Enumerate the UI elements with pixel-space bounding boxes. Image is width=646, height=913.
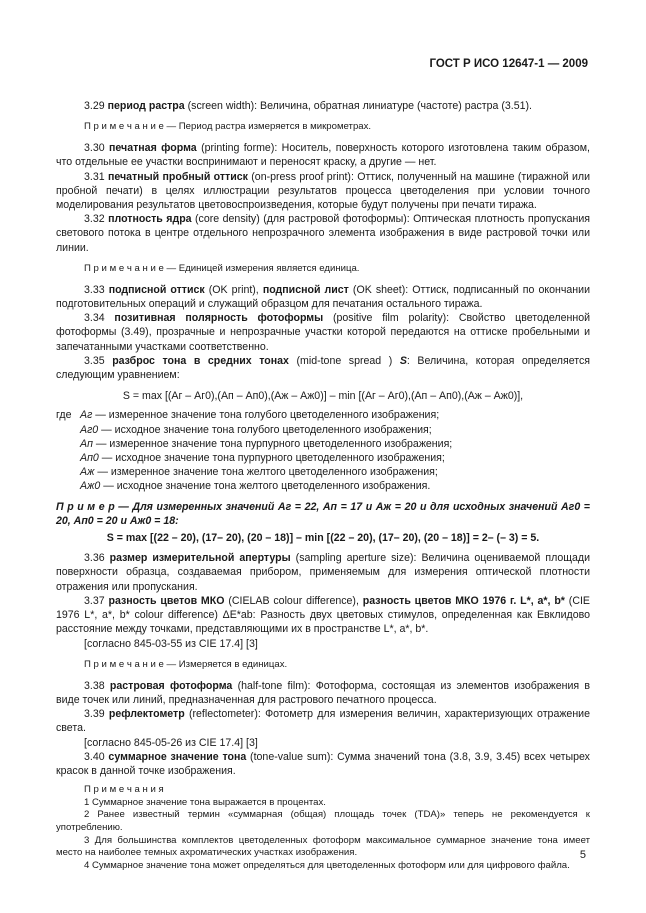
term-name: разброс тона в средних тонах bbox=[112, 354, 289, 367]
symbol-legend bbox=[56, 408, 590, 493]
legend-text: — измеренное значение тона пурпурного цветоделенного изображения; bbox=[95, 437, 453, 450]
term-definition: (OK sheet): Оттиск, подписанный по окончании подготовительных операций и служащий образцом для печатания остального тиража. bbox=[56, 283, 590, 311]
document-header: ГОСТ Р ИСО 12647-1 — 2009 bbox=[429, 58, 588, 70]
term-3-39 bbox=[56, 707, 590, 735]
term-definition: : Величина, которая определяется следующим уравнением: bbox=[56, 354, 590, 382]
term-3-33 bbox=[56, 283, 590, 311]
term-name: печатная форма bbox=[109, 142, 197, 155]
term-number: 3.36 bbox=[84, 552, 105, 565]
note-text: — Измеряется в единицах. bbox=[163, 658, 288, 670]
legend-row bbox=[56, 408, 590, 422]
term-name: позитивная полярность фотоформы bbox=[114, 312, 324, 325]
term-definition: (sampling aperture size): Величина оцениваемой площади поверхности образца, создаваемая прибором, применяемым для измерения оптической плотности отражения или пропускания. bbox=[56, 552, 590, 593]
formula-s: S = max [(Aг – Aг0),(Aп – Aп0),(Aж – Aж0)] – min [(Aг – Aг0),(Aп – Aп0),(Aж – Aж0)], bbox=[122, 390, 524, 403]
note-label: П р и м е ч а н и е bbox=[84, 658, 164, 670]
term-name: разность цветов МКО bbox=[108, 594, 225, 607]
term-3-31 bbox=[56, 170, 590, 213]
term-definition: (on-press proof print): Оттиск, полученный на машине (тиражной или пробной печати) в целях иллюстрации результатов процесса цветоделения при условии точного моделирования результатов цветовоспроизведения, которые будут получены при печати тиража. bbox=[56, 170, 590, 212]
term-number: 3.34 bbox=[84, 312, 105, 325]
term-definition: (reflectometer): Фотометр для измерения величин, характеризующих отражение света. bbox=[56, 708, 590, 735]
term-name: рефлектометр bbox=[108, 708, 185, 721]
term-3-30 bbox=[56, 141, 590, 169]
legend-symbol: Aж bbox=[80, 466, 95, 479]
term-english: (OK print), bbox=[204, 283, 263, 296]
example-text: П р и м е р — Для измеренных значений Aг = 22, Aп = 17 и Aж = 20 и для исходных значений Aг0 = 20, Aп0 = 20 и Aж0 = 18: bbox=[56, 500, 590, 527]
note-label: П р и м е ч а н и е bbox=[84, 262, 164, 274]
term-number: 3.38 bbox=[84, 679, 105, 692]
term-definition: (printing forme): Носитель, поверхность которого изготовлена таким образом, что отдельные ее участки воспринимают и переносят краску, а другие — нет. bbox=[56, 142, 591, 169]
term-number: 3.32 bbox=[84, 213, 105, 226]
term-number: 3.33 bbox=[84, 283, 105, 296]
note-item: 4 Суммарное значение тона может определяться для цветоделенных фотоформ или для цифрового файла. bbox=[84, 859, 570, 871]
term-name: растровая фотоформа bbox=[109, 679, 233, 692]
term-3-34 bbox=[56, 311, 590, 354]
legend-row bbox=[56, 451, 590, 465]
term-number: 3.30 bbox=[84, 142, 105, 155]
term-definition: (half-tone film): Фотоформа, состоящая из элементов изображения в виде точек или линий, предназначенная для растрового печатного процесса. bbox=[56, 679, 590, 706]
legend-text: — измеренное значение тона желтого цветоделенного изображения; bbox=[97, 466, 438, 479]
note-item: 3 Для большинства комплектов цветоделенных фотоформ максимальное суммарное значение тона имеет место на наиболее темных ахроматических участках изображения. bbox=[56, 834, 590, 859]
term-name-alt: разность цветов МКО 1976 г. L*, a*, b* bbox=[362, 594, 565, 607]
legend-row bbox=[56, 465, 590, 479]
term-3-35 bbox=[56, 354, 590, 382]
legend-text: — исходное значение тона желтого цветоделенного изображения. bbox=[103, 480, 431, 493]
term-3-37 bbox=[56, 594, 590, 637]
legend-symbol: Aп0 bbox=[80, 452, 99, 465]
term-symbol: S bbox=[399, 354, 407, 367]
reference-3-37: [согласно 845-03-55 из CIE 17.4] [3] bbox=[84, 637, 258, 650]
page-number: 5 bbox=[579, 849, 586, 861]
note-item: 1 Суммарное значение тона выражается в процентах. bbox=[84, 796, 326, 808]
term-name-alt: подписной лист bbox=[262, 283, 349, 296]
legend-symbol: Aг bbox=[80, 409, 93, 422]
reference-3-39: [согласно 845-05-26 из CIE 17.4] [3] bbox=[84, 736, 258, 749]
note-text: — Единицей измерения является единица. bbox=[163, 262, 360, 274]
term-definition: (positive film polarity): Свойство цветоделенной фотоформы (3.49), прозрачные и непрозрачные участки которой передаются на оттиске пробельными и запечатанными участками соответственно. bbox=[56, 312, 590, 353]
term-name: подписной оттиск bbox=[108, 283, 205, 296]
term-3-38 bbox=[56, 679, 590, 707]
note-3-29 bbox=[56, 120, 590, 133]
term-number: 3.39 bbox=[84, 708, 105, 721]
term-name: плотность ядра bbox=[108, 213, 192, 226]
term-name: период растра bbox=[107, 100, 185, 112]
legend-text: — исходное значение тона голубого цветоделенного изображения; bbox=[101, 423, 432, 436]
term-3-40 bbox=[56, 750, 590, 778]
note-item: 2 Ранее известный термин «суммарная (общая) площадь точек (TDA)» теперь не рекомендуется к употреблению. bbox=[56, 809, 590, 833]
where-label: где bbox=[56, 409, 72, 422]
legend-text: — исходное значение тона пурпурного цветоделенного изображения; bbox=[101, 452, 445, 465]
term-name: размер измерительной апертуры bbox=[109, 552, 291, 565]
note-3-32 bbox=[56, 262, 590, 275]
term-name: суммарное значение тона bbox=[108, 750, 247, 763]
term-number: 3.31 bbox=[84, 170, 105, 183]
term-number: 3.35 bbox=[84, 354, 105, 367]
document-body bbox=[56, 99, 590, 872]
term-english: (CIELAB colour difference), bbox=[224, 594, 363, 607]
legend-symbol: Aж0 bbox=[80, 480, 101, 493]
term-english: (mid-tone spread ) bbox=[288, 354, 400, 367]
term-3-32 bbox=[56, 212, 590, 255]
legend-text: — измеренное значение тона голубого цветоделенного изображения; bbox=[95, 409, 440, 422]
term-definition: (CIE 1976 L*, a*, b* colour difference) ΔE*ab: Разность двух цветовых стимулов, определенная как Евклидово расстояние между точками, представляющими их в пространстве L*, a*, b*. bbox=[56, 594, 590, 636]
legend-symbol: Aп bbox=[80, 437, 93, 450]
legend-row bbox=[56, 479, 590, 493]
term-definition: (tone-value sum): Сумма значений тона (3.8, 3.9, 3.45) всех четырех красок в данной точке изображения. bbox=[56, 750, 590, 777]
term-number: 3.40 bbox=[84, 750, 105, 763]
term-number: 3.37 bbox=[84, 594, 105, 607]
note-3-37 bbox=[56, 658, 590, 671]
notes-label: П р и м е ч а н и я bbox=[84, 784, 164, 796]
term-3-36 bbox=[56, 551, 590, 594]
term-definition: (screen width): Величина, обратная линиатуре (частоте) растра (3.51). bbox=[184, 100, 532, 112]
note-text: — Период растра измеряется в микрометрах. bbox=[163, 121, 372, 133]
legend-row bbox=[56, 423, 590, 437]
term-3-29 bbox=[56, 99, 590, 113]
term-definition: (core density) (для растровой фотоформы): Оптическая плотность пропускания светового потока в центре отдельного непрозрачного элемента изображения в виде растровой точки или линии. bbox=[56, 213, 590, 254]
example-calculation: S = max [(22 – 20), (17– 20), (20 – 18)] – min [(22 – 20), (17– 20), (20 – 18)] = 2– (– 3) = 5. bbox=[106, 532, 540, 545]
legend-row bbox=[56, 437, 590, 451]
notes-3-40 bbox=[56, 784, 590, 872]
note-label: П р и м е ч а н и е bbox=[84, 121, 164, 133]
term-number: 3.29 bbox=[84, 100, 105, 112]
legend-symbol: Aг0 bbox=[80, 423, 99, 436]
term-name: печатный пробный оттиск bbox=[107, 170, 248, 183]
